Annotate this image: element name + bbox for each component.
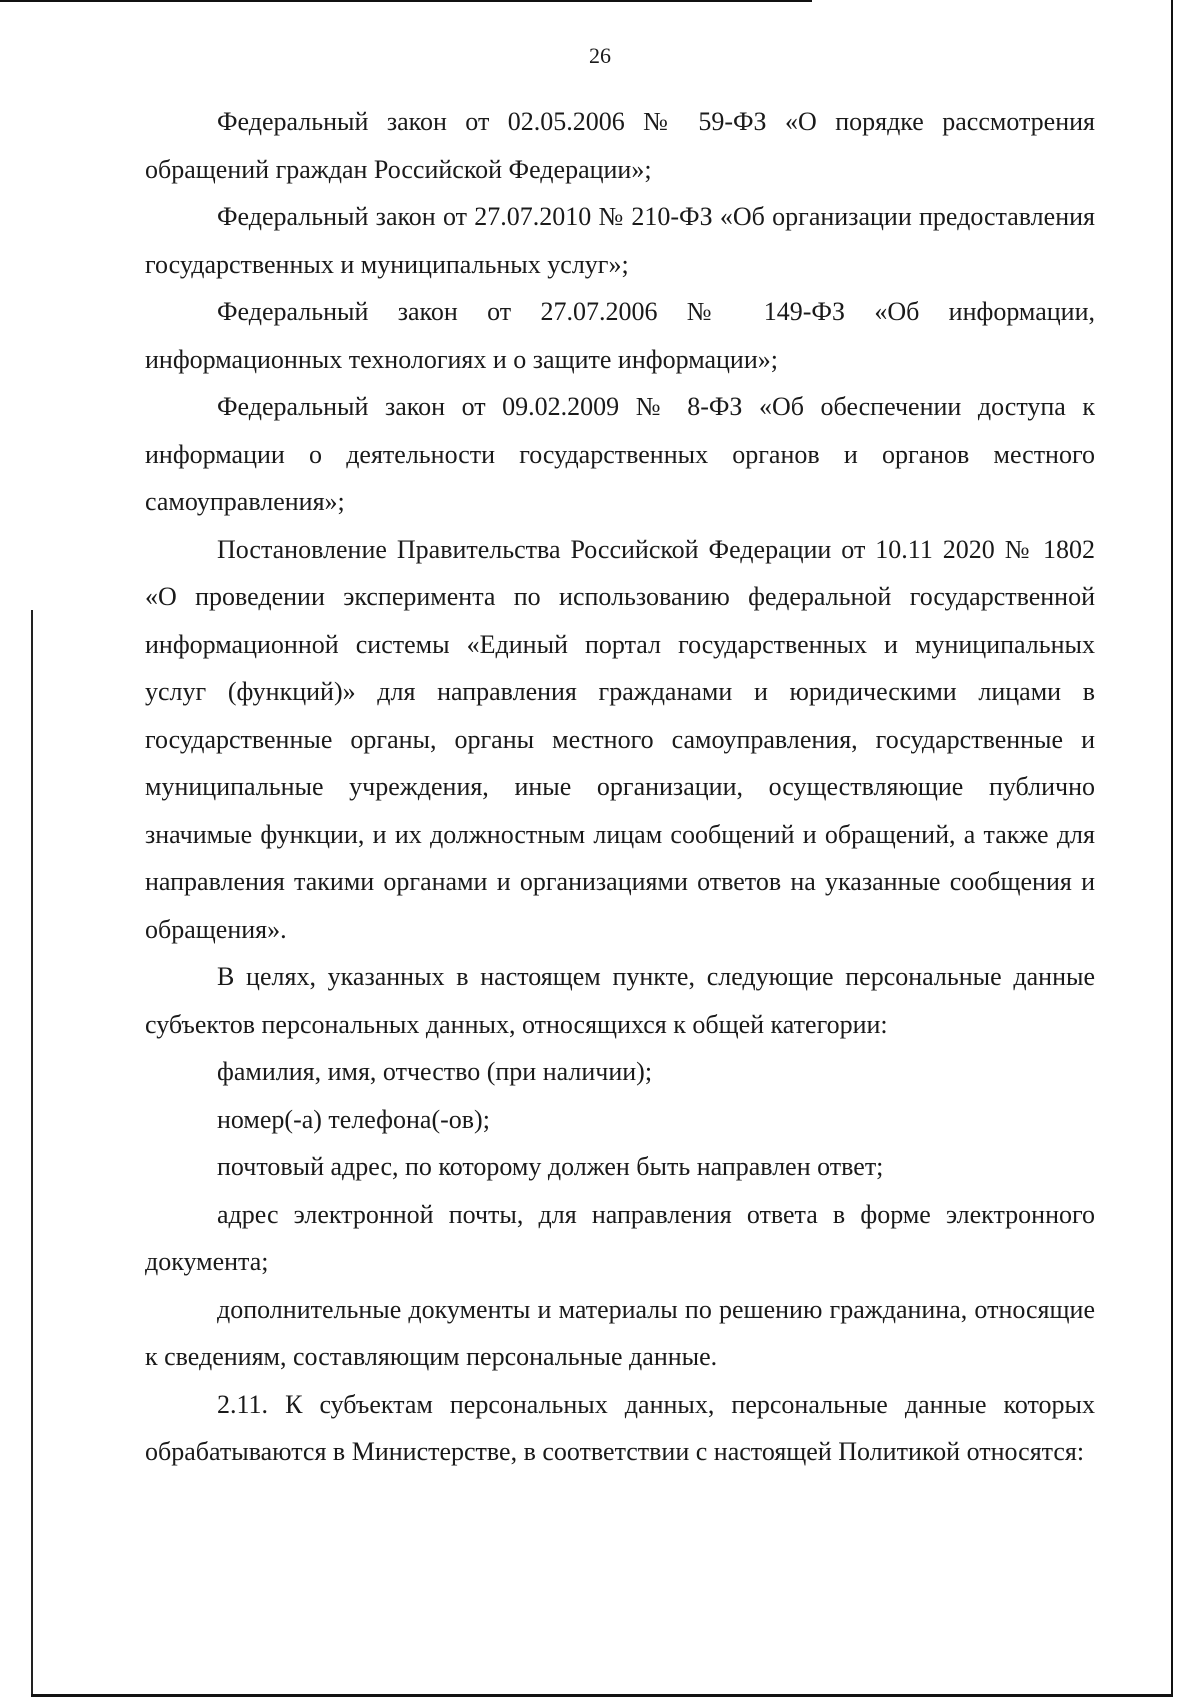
paragraph-section-2-11: 2.11. К субъектам персональных данных, персональные данные которых обрабатываются в Министерстве, в соответствии с настоящей Политикой относятся:: [145, 1389, 1095, 1466]
paragraph-law-210fz: Федеральный закон от 27.07.2010 № 210-ФЗ «Об организации предоставления государственных и муниципальных услуг»;: [145, 202, 1095, 279]
scan-border-right: [1171, 0, 1173, 1697]
list-item-postal-address: почтовый адрес, по которому должен быть направлен ответ;: [217, 1152, 884, 1181]
page-number: 26: [589, 43, 611, 68]
paragraph-law-59fz: Федеральный закон от 02.05.2006 № 59-ФЗ «О порядке рассмотрения обращений граждан Российской Федерации»;: [145, 107, 1095, 184]
list-item-email: адрес электронной почты, для направления ответа в форме электронного документа;: [145, 1199, 1095, 1276]
paragraph-resolution-1802: Постановление Правительства Российской Федерации от 10.11 2020 № 1802 «О проведении эксперимента по использованию федеральной государственной информационной системы «Единый портал государственных и муниципальных услуг (функций)» для направления гражданами и юридическими лицами в государственные органы, органы местного самоуправления, государственные и муниципальные учреждения, иные организации, осуществляющие публично значимые функции, и их должностным лицам сообщений и обращений, а также для направления такими органами и организациями ответов на указанные сообщения и обращения».: [145, 534, 1095, 944]
document-body: [145, 98, 1095, 1476]
list-item-full-name: фамилия, имя, отчество (при наличии);: [217, 1057, 653, 1086]
paragraph-law-8fz: Федеральный закон от 09.02.2009 № 8-ФЗ «Об обеспечении доступа к информации о деятельности государственных органов и органов местного самоуправления»;: [145, 392, 1095, 516]
list-item-additional-documents: дополнительные документы и материалы по решению гражданина, относящие к сведениям, составляющим персональные данные.: [145, 1294, 1095, 1371]
scan-border-left: [31, 610, 33, 1697]
list-item-phone: номер(-а) телефона(-ов);: [217, 1104, 490, 1134]
scan-border-top: [0, 0, 812, 2]
paragraph-law-149fz: Федеральный закон от 27.07.2006 № 149-ФЗ «Об информации, информационных технологиях и о защите информации»;: [145, 297, 1095, 374]
paragraph-purposes: В целях, указанных в настоящем пункте, следующие персональные данные субъектов персональных данных, относящихся к общей категории:: [145, 962, 1095, 1039]
